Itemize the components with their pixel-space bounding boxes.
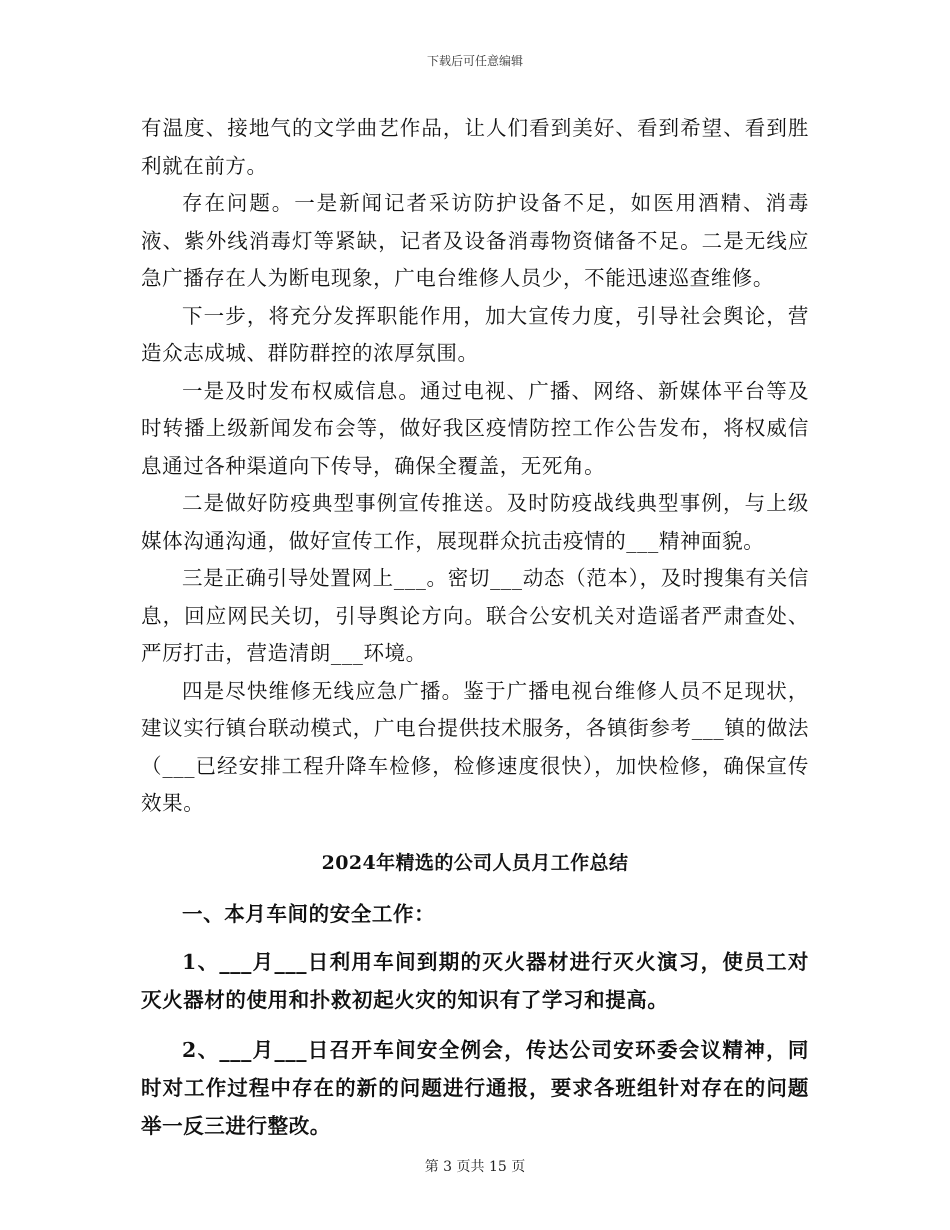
paragraph-continuation: 有温度、接地气的文学曲艺作品，让人们看到美好、看到希望、看到胜利就在前方。 [141,116,809,178]
page-number: 第 3 页共 15 页 [424,1159,526,1175]
document-title: 2024年精选的公司人员月工作总结 [321,851,629,874]
list-item: 1、___月___日利用车间到期的灭火器材进行灭火演习，使员工对灭火器材的使用和扑救初起火灾的知识有了学习和提高。 [141,949,809,1012]
page-header: 下载后可任意编辑 [426,54,523,68]
paragraph-point-three: 三是正确引导处置网上___。密切___动态（范本），及时搜集有关信息，回应网民关切，引导舆论方向。联合公安机关对造谣者严肃查处、严厉打击，营造清朗___环境。 [141,566,809,665]
paragraph-next-step: 下一步，将充分发挥职能作用，加大宣传力度，引导社会舆论，营造众志成城、群防群控的浓厚氛围。 [141,303,809,365]
section-heading: 一、本月车间的安全工作： [182,901,436,926]
paragraph-point-one: 一是及时发布权威信息。通过电视、广播、网络、新媒体平台等及时转播上级新闻发布会等，做好我区疫情防控工作公告发布，将权威信息通过各种渠道向下传导，确保全覆盖，无死角。 [141,378,809,478]
paragraph-point-four: 四是尽快维修无线应急广播。鉴于广播电视台维修人员不足现状，建议实行镇台联动模式，广电台提供技术服务，各镇街参考___镇的做法（___已经安排工程升降车检修，检修速度很快），加快检修，确保宣传效果。 [141,678,809,815]
document-body [141,110,809,1157]
paragraph-problems: 存在问题。一是新闻记者采访防护设备不足，如医用酒精、消毒液、紫外线消毒灯等紧缺，记者及设备消毒物资储备不足。二是无线应急广播存在人为断电现象，广电台维修人员少，不能迅速巡查维修。 [141,191,809,290]
list-item: 2、___月___日召开车间安全例会，传达公司安环委会议精神，同时对工作过程中存在的新的问题进行通报，要求各班组针对存在的问题举一反三进行整改。 [141,1037,809,1138]
paragraph-point-two: 二是做好防疫典型事例宣传推送。及时防疫战线典型事例，与上级媒体沟通沟通，做好宣传工作，展现群众抗击疫情的___精神面貌。 [141,491,809,553]
